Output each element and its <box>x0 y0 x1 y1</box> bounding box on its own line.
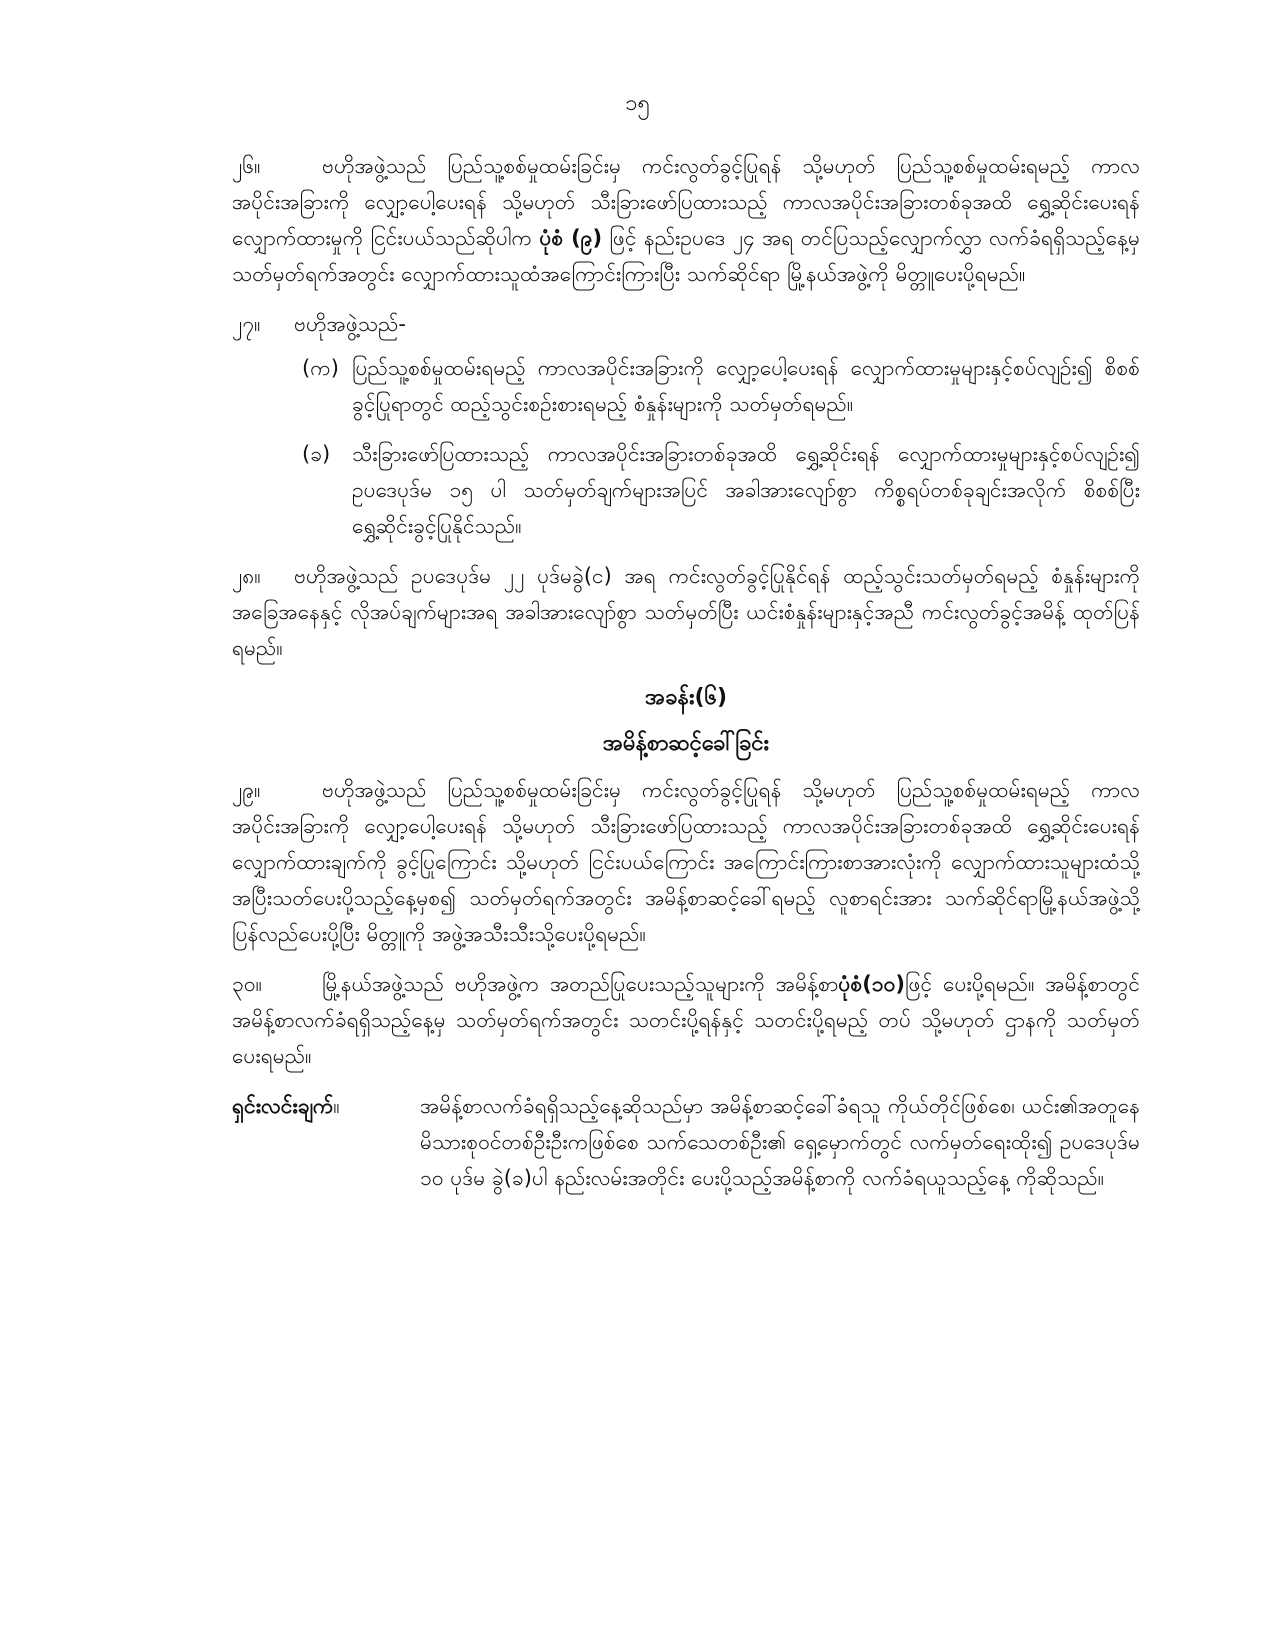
explanation-block <box>232 1088 1140 1196</box>
chapter-title: အမိန့်စာဆင့်ခေါ်ခြင်း <box>602 731 770 756</box>
clause-marker: (ခ) <box>302 442 331 466</box>
document-body <box>232 148 1140 1196</box>
paragraph-30 <box>232 966 1140 1074</box>
form-reference: ပုံစံ(၁၀) <box>838 972 906 996</box>
explanation-separator: ။ <box>333 1094 340 1118</box>
clause-marker: (က) <box>302 356 339 380</box>
chapter-number: အခန်း(၆) <box>644 685 728 710</box>
paragraph-27 <box>232 306 1140 342</box>
explanation-term: ရှင်းလင်းချက် <box>232 1094 334 1118</box>
paragraph-text: ဖြင့် နည်းဥပဒေ ၂၄ အရ တင်ပြသည့်လျှောက်လွှာ လက်ခံရရှိသည့်နေ့မှ သတ်မှတ်ရက်အတွင်း လျှောက်ထားသူထံအကြောင်းကြားပြီး သက်ဆိုင်ရာ မြို့နယ်အဖွဲ့ကို မိတ္တူပေးပို့ရမည်။ <box>232 226 1141 286</box>
paragraph-text: ဗဟိုအဖွဲ့သည် ဥပဒေပုဒ်မ ၂၂ ပုဒ်မခွဲ(င) အရ ကင်းလွတ်ခွင့်ပြုနိုင်ရန် ထည့်သွင်းသတ်မှတ်ရမည့် စံနှုန်းများကို အခြေအနေနှင့် လိုအပ်ချက်များအရ အခါအားလျော်စွာ သတ်မှတ်ပြီး ယင်းစံနှုန်းများနှင့်အညီ ကင်းလွတ်ခွင့်အမိန့် ထုတ်ပြန်ရမည်။ <box>232 564 1140 660</box>
paragraph-number: ၂၈။ <box>232 564 261 588</box>
clause-text: သီးခြားဖော်ပြထားသည့် ကာလအပိုင်းအခြားတစ်ခုအထိ ရွှေ့ဆိုင်းရန် လျှောက်ထားမှုများနှင့်စပ်လျဉ်း၍ ဥပဒေပုဒ်မ ၁၅ ပါ သတ်မှတ်ချက်များအပြင် အခါအားလျော်စွာ ကိစ္စရပ်တစ်ခုချင်းအလိုက် စိစစ်ပြီး ရွှေ့ဆိုင်းခွင့်ပြုနိုင်သည်။ <box>352 442 1140 538</box>
paragraph-text: မြို့နယ်အဖွဲ့သည် ဗဟိုအဖွဲ့က အတည်ပြုပေးသည့်သူများကို အမိန့်စာ <box>322 972 839 996</box>
paragraph-number: ၂၆။ <box>232 154 261 178</box>
paragraph-number: ၂၉။ <box>232 778 261 802</box>
sub-clause-ka <box>302 350 1140 422</box>
paragraph-text: ဗဟိုအဖွဲ့သည် ပြည်သူ့စစ်မှုထမ်းခြင်းမှ ကင်းလွတ်ခွင့်ပြုရန် သို့မဟုတ် ပြည်သူ့စစ်မှုထမ်းရမည့် ကာလအပိုင်းအခြားကို လျှော့ပေါ့ပေးရန် သို့မဟုတ် သီးခြားဖော်ပြထားသည့် ကာလအပိုင်းအခြားတစ်ခုအထိ ရွှေ့ဆိုင်းပေးရန် လျှောက်ထားမှုကို ငြင်းပယ်သည်ဆိုပါက <box>232 154 1140 250</box>
clause-text: ပြည်သူ့စစ်မှုထမ်းရမည့် ကာလအပိုင်းအခြားကို လျှော့ပေါ့ပေးရန် လျှောက်ထားမှုများနှင့်စပ်လျဉ်း၍ စိစစ်ခွင့်ပြုရာတွင် ထည့်သွင်းစဉ်းစားရမည့် စံနှုန်းများကို သတ်မှတ်ရမည်။ <box>352 356 1140 416</box>
paragraph-29 <box>232 772 1140 952</box>
page-number: ၁၅ <box>625 91 650 116</box>
form-reference: ပုံစံ (၉) <box>539 226 603 250</box>
paragraph-text: ဖြင့် ပေးပို့ရမည်။ အမိန့်စာတွင် အမိန့်စာလက်ခံရရှိသည့်နေ့မှ သတ်မှတ်ရက်အတွင်း သတင်းပို့ရန်နှင့် သတင်းပို့ရမည့် တပ် သို့မဟုတ် ဌာနကို သတ်မှတ်ပေးရမည်။ <box>232 972 1140 1068</box>
paragraph-text: ဗဟိုအဖွဲ့သည်- <box>294 312 407 336</box>
explanation-text: အမိန့်စာလက်ခံရရှိသည့်နေ့ဆိုသည်မှာ အမိန့်စာဆင့်ခေါ်ခံရသူ ကိုယ်တိုင်ဖြစ်စေ၊ ယင်း၏အတူနေ မိသားစုဝင်တစ်ဦးဦးကဖြစ်စေ သက်သေတစ်ဦး၏ ရှေ့မှောက်တွင် လက်မှတ်ရေးထိုး၍ ဥပဒေပုဒ်မ ၁၀ ပုဒ်မ ခွဲ(ခ)ပါ နည်းလမ်းအတိုင်း ပေးပို့သည့်အမိန့်စာကို လက်ခံရယူသည့်နေ့ ကိုဆိုသည်။ <box>420 1094 1140 1190</box>
explanation-label <box>232 1088 420 1196</box>
sub-clause-kha <box>302 436 1140 544</box>
paragraph-number: ၃၀။ <box>232 972 262 996</box>
paragraph-28 <box>232 558 1140 666</box>
paragraph-26 <box>232 148 1140 292</box>
paragraph-number: ၂၇။ <box>232 312 261 336</box>
paragraph-text: ဗဟိုအဖွဲ့သည် ပြည်သူ့စစ်မှုထမ်းခြင်းမှ ကင်းလွတ်ခွင့်ပြုရန် သို့မဟုတ် ပြည်သူ့စစ်မှုထမ်းရမည့် ကာလအပိုင်းအခြားကို လျှော့ပေါ့ပေးရန် သို့မဟုတ် သီးခြားဖော်ပြထားသည့် ကာလအပိုင်းအခြားတစ်ခုအထိ ရွှေ့ဆိုင်းပေးရန် လျှောက်ထားချက်ကို ခွင့်ပြုကြောင်း သို့မဟုတ် ငြင်းပယ်ကြောင်း အကြောင်းကြားစာအားလုံးကို လျှောက်ထားသူများထံသို့ အပြီးသတ်ပေးပို့သည့်နေ့မှစ၍ သတ်မှတ်ရက်အတွင်း အမိန့်စာဆင့်ခေါ်ရမည့် လူစာရင်းအား သက်ဆိုင်ရာမြို့နယ်အဖွဲ့သို့ ပြန်လည်ပေးပို့ပြီး မိတ္တူကို အဖွဲ့အသီးသီးသို့ပေးပို့ရမည်။ <box>232 778 1140 946</box>
